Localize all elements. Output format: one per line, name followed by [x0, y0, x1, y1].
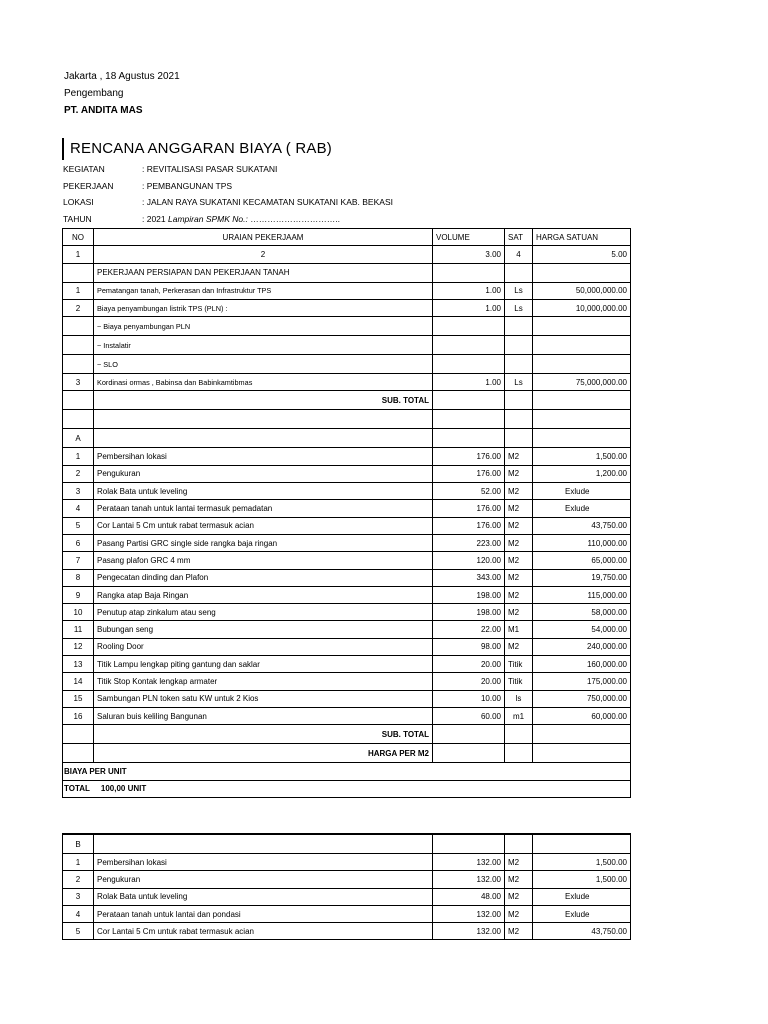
section-title-row	[63, 263, 631, 282]
cell-volume	[433, 355, 505, 374]
table-row	[63, 299, 631, 316]
colnum-uraian: 2	[94, 246, 433, 263]
cell-volume: 176.00	[433, 448, 505, 465]
cell-volume	[433, 317, 505, 336]
cell-sat: M2	[505, 500, 533, 517]
cell-harga: 65,000.00	[533, 552, 631, 569]
empty-cell	[63, 410, 94, 429]
cell-no: 4	[63, 500, 94, 517]
cell-uraian: Perataan tanah untuk lantai dan pondasi	[94, 905, 433, 922]
table-row	[63, 673, 631, 690]
cell-harga: Exlude	[533, 500, 631, 517]
meta-value: : JALAN RAYA SUKATANI KECAMATAN SUKATANI KAB. BEKASI	[142, 197, 393, 207]
cell-sat: Ls	[505, 299, 533, 316]
cell-harga: 240,000.00	[533, 638, 631, 655]
cell-no: 5	[63, 517, 94, 534]
cell-sat: M2	[505, 448, 533, 465]
cell-harga: Exlude	[533, 483, 631, 500]
cell-uraian: Sambungan PLN token satu KW untuk 2 Kios	[94, 690, 433, 707]
cell-volume: 120.00	[433, 552, 505, 569]
cell-volume: 60.00	[433, 707, 505, 724]
header-harga: HARGA SATUAN	[533, 229, 631, 246]
cell-no	[63, 391, 94, 410]
cell-volume: 198.00	[433, 604, 505, 621]
harga-per-m2-label: HARGA PER M2	[94, 744, 433, 763]
cell-volume: 1.00	[433, 299, 505, 316]
cell-sat: Titik	[505, 656, 533, 673]
cell-sat	[505, 355, 533, 374]
table-row	[63, 500, 631, 517]
cell-no	[63, 263, 94, 282]
harga-per-m2-row	[63, 744, 631, 763]
cell-no: 10	[63, 604, 94, 621]
cell-sat: M2	[505, 465, 533, 482]
meta-value: : PEMBANGUNAN TPS	[142, 181, 233, 191]
table-row	[63, 656, 631, 673]
cell-sat: M2	[505, 569, 533, 586]
cell-volume: 132.00	[433, 871, 505, 888]
cell-sat: M2	[505, 888, 533, 905]
cell-no: 2	[63, 465, 94, 482]
cell-harga: 175,000.00	[533, 673, 631, 690]
section-title: PEKERJAAN PERSIAPAN DAN PEKERJAAN TANAH	[94, 263, 433, 282]
cell-harga: 160,000.00	[533, 656, 631, 673]
cell-sat: Ls	[505, 282, 533, 299]
cell-sat	[505, 391, 533, 410]
empty-cell	[433, 410, 505, 429]
empty-cell	[433, 834, 505, 854]
cell-sat	[505, 317, 533, 336]
cell-harga: 75,000,000.00	[533, 374, 631, 391]
cell-uraian: Pembersihan lokasi	[94, 854, 433, 871]
header-volume: VOLUME	[433, 229, 505, 246]
cell-sat: M2	[505, 483, 533, 500]
cell-no	[63, 725, 94, 744]
meta-label: PEKERJAAN	[63, 181, 114, 191]
table-row	[63, 707, 631, 724]
cell-sat: ls	[505, 690, 533, 707]
spmk-label: Lampiran SPMK No.:	[168, 214, 248, 224]
cell-harga	[533, 391, 631, 410]
cell-no: 5	[63, 923, 94, 940]
table-row	[63, 465, 631, 482]
cell-harga: 58,000.00	[533, 604, 631, 621]
table-row	[63, 317, 631, 336]
cell-uraian: Pengukuran	[94, 871, 433, 888]
meta-label: KEGIATAN	[63, 164, 105, 174]
cell-sat: M2	[505, 905, 533, 922]
section-label-row	[63, 834, 631, 854]
cell-volume: 20.00	[433, 656, 505, 673]
cell-volume: 20.00	[433, 673, 505, 690]
cell-no: 12	[63, 638, 94, 655]
place-date: Jakarta , 18 Agustus 2021	[64, 71, 180, 82]
cell-uraian: Rangka atap Baja Ringan	[94, 586, 433, 603]
empty-cell	[433, 429, 505, 448]
cell-no: 4	[63, 905, 94, 922]
cell-volume: 176.00	[433, 465, 505, 482]
header-no: NO	[63, 229, 94, 246]
document-title: RENCANA ANGGARAN BIAYA ( RAB)	[70, 140, 332, 157]
cell-uraian: Pembersihan lokasi	[94, 448, 433, 465]
empty-cell	[505, 429, 533, 448]
cell-uraian: Kordinasi ormas , Babinsa dan Babinkamtibmas	[94, 374, 433, 391]
empty-cell	[533, 429, 631, 448]
section-label-row	[63, 429, 631, 448]
cell-no: 2	[63, 299, 94, 316]
cell-uraian: Pengecatan dinding dan Plafon	[94, 569, 433, 586]
cell-harga	[533, 744, 631, 763]
cell-volume: 132.00	[433, 923, 505, 940]
cell-no: 1	[63, 448, 94, 465]
cell-no: 8	[63, 569, 94, 586]
table-row	[63, 534, 631, 551]
table-row	[63, 621, 631, 638]
cell-volume: 176.00	[433, 517, 505, 534]
cell-harga	[533, 317, 631, 336]
cell-no: 2	[63, 871, 94, 888]
cell-harga: 1,200.00	[533, 465, 631, 482]
cell-sat: M2	[505, 923, 533, 940]
cell-no: 13	[63, 656, 94, 673]
cell-volume	[433, 336, 505, 355]
cell-harga: Exlude	[533, 888, 631, 905]
cell-volume: 343.00	[433, 569, 505, 586]
title-bar	[62, 138, 634, 160]
meta-value: : REVITALISASI PASAR SUKATANI	[142, 164, 278, 174]
cell-harga: 43,750.00	[533, 517, 631, 534]
total-row	[63, 780, 631, 797]
cell-uraian: Cor Lantai 5 Cm untuk rabat termasuk acian	[94, 517, 433, 534]
column-number-row	[63, 246, 631, 263]
cell-sat: M2	[505, 638, 533, 655]
cell-sat: M2	[505, 517, 533, 534]
table-row	[63, 905, 631, 922]
cell-uraian: Titik Stop Kontak lengkap armater	[94, 673, 433, 690]
cell-volume: 52.00	[433, 483, 505, 500]
header-sat: SAT	[505, 229, 533, 246]
cell-uraian: Pengukuran	[94, 465, 433, 482]
section-label: A	[63, 429, 94, 448]
table-row	[63, 336, 631, 355]
cell-sat	[505, 744, 533, 763]
biaya-per-unit-row	[63, 763, 631, 780]
biaya-per-unit-label: BIAYA PER UNIT	[63, 763, 631, 780]
table-row	[63, 448, 631, 465]
cell-sat	[505, 725, 533, 744]
empty-cell	[505, 410, 533, 429]
cell-harga	[533, 336, 631, 355]
empty-cell	[94, 834, 433, 854]
empty-cell	[505, 834, 533, 854]
table-row	[63, 483, 631, 500]
empty-cell	[94, 410, 433, 429]
rab-table-main	[62, 228, 631, 798]
cell-no: 16	[63, 707, 94, 724]
cell-harga: 54,000.00	[533, 621, 631, 638]
cell-no: 3	[63, 374, 94, 391]
cell-no: 7	[63, 552, 94, 569]
colnum-volume: 3.00	[433, 246, 505, 263]
table-row	[63, 888, 631, 905]
cell-uraian: Pasang Partisi GRC single side rangka baja ringan	[94, 534, 433, 551]
cell-no: 11	[63, 621, 94, 638]
spacer-row	[63, 410, 631, 429]
meta-label: LOKASI	[63, 197, 94, 207]
cell-harga: 60,000.00	[533, 707, 631, 724]
cell-harga: 19,750.00	[533, 569, 631, 586]
cell-harga	[533, 355, 631, 374]
cell-harga: 110,000.00	[533, 534, 631, 551]
cell-no	[63, 317, 94, 336]
cell-volume: 132.00	[433, 905, 505, 922]
cell-volume	[433, 391, 505, 410]
header-uraian: URAIAN PEKERJAAM	[94, 229, 433, 246]
table-row	[63, 604, 631, 621]
cell-volume: 132.00	[433, 854, 505, 871]
empty-cell	[94, 429, 433, 448]
cell-sat: M2	[505, 854, 533, 871]
cell-uraian: ~ SLO	[94, 355, 433, 374]
cell-harga: 10,000,000.00	[533, 299, 631, 316]
cell-volume: 176.00	[433, 500, 505, 517]
subtotal-row	[63, 391, 631, 410]
empty-cell	[533, 410, 631, 429]
cell-harga: 1,500.00	[533, 854, 631, 871]
cell-sat: M1	[505, 621, 533, 638]
cell-volume: 48.00	[433, 888, 505, 905]
meta-value	[142, 214, 340, 225]
table-row	[63, 690, 631, 707]
cell-uraian: Rooling Door	[94, 638, 433, 655]
cell-harga: 1,500.00	[533, 448, 631, 465]
table-header-row	[63, 229, 631, 246]
cell-uraian: Cor Lantai 5 Cm untuk rabat termasuk acian	[94, 923, 433, 940]
colnum-harga: 5.00	[533, 246, 631, 263]
cell-no	[63, 744, 94, 763]
role-label: Pengembang	[64, 88, 124, 99]
meta-label: TAHUN	[63, 214, 92, 224]
cell-no	[63, 355, 94, 374]
section-label: B	[63, 834, 94, 854]
cell-uraian: Bubungan seng	[94, 621, 433, 638]
cell-harga: 750,000.00	[533, 690, 631, 707]
table-row	[63, 552, 631, 569]
cell-uraian: Biaya penyambungan listrik TPS (PLN) :	[94, 299, 433, 316]
table-row	[63, 638, 631, 655]
cell-no	[63, 336, 94, 355]
cell-uraian: Titik Lampu lengkap piting gantung dan saklar	[94, 656, 433, 673]
cell-no: 3	[63, 483, 94, 500]
cell-no: 6	[63, 534, 94, 551]
table-row	[63, 586, 631, 603]
cell-no: 9	[63, 586, 94, 603]
cell-harga	[533, 263, 631, 282]
cell-sat: M2	[505, 586, 533, 603]
total-label: TOTAL 100,00 UNIT	[63, 780, 631, 797]
cell-uraian: ~ Instalatir	[94, 336, 433, 355]
cell-no: 1	[63, 854, 94, 871]
cell-volume: 22.00	[433, 621, 505, 638]
subtotal-label: SUB. TOTAL	[94, 391, 433, 410]
cell-volume	[433, 744, 505, 763]
table-row	[63, 854, 631, 871]
subtotal-label: SUB. TOTAL	[94, 725, 433, 744]
cell-volume: 1.00	[433, 374, 505, 391]
cell-volume: 10.00	[433, 690, 505, 707]
cell-uraian: Rolak Bata untuk leveling	[94, 888, 433, 905]
cell-harga	[533, 725, 631, 744]
subtotal-row	[63, 725, 631, 744]
table-row	[63, 282, 631, 299]
tahun-year: : 2021	[142, 214, 166, 224]
cell-no: 1	[63, 282, 94, 299]
empty-cell	[533, 834, 631, 854]
cell-harga: 43,750.00	[533, 923, 631, 940]
cell-sat: M2	[505, 552, 533, 569]
spmk-dots: …………………………..	[250, 214, 340, 224]
colnum-sat: 4	[505, 246, 533, 263]
rab-table-b	[62, 833, 631, 940]
cell-no: 15	[63, 690, 94, 707]
table-row	[63, 923, 631, 940]
cell-sat: Titik	[505, 673, 533, 690]
cell-volume	[433, 725, 505, 744]
cell-sat	[505, 336, 533, 355]
cell-harga: 115,000.00	[533, 586, 631, 603]
cell-sat: m1	[505, 707, 533, 724]
cell-harga: 50,000,000.00	[533, 282, 631, 299]
cell-volume: 1.00	[433, 282, 505, 299]
cell-no: 3	[63, 888, 94, 905]
table-row	[63, 355, 631, 374]
cell-volume	[433, 263, 505, 282]
table-row	[63, 374, 631, 391]
cell-sat: Ls	[505, 374, 533, 391]
colnum-no: 1	[63, 246, 94, 263]
cell-uraian: ~ Biaya penyambungan PLN	[94, 317, 433, 336]
cell-volume: 98.00	[433, 638, 505, 655]
cell-sat: M2	[505, 604, 533, 621]
cell-uraian: Rolak Bata untuk leveling	[94, 483, 433, 500]
cell-harga: Exlude	[533, 905, 631, 922]
company-name: PT. ANDITA MAS	[64, 105, 143, 116]
cell-volume: 198.00	[433, 586, 505, 603]
cell-sat: M2	[505, 534, 533, 551]
cell-sat: M2	[505, 871, 533, 888]
cell-no: 14	[63, 673, 94, 690]
cell-uraian: Saluran buis keliling Bangunan	[94, 707, 433, 724]
cell-uraian: Perataan tanah untuk lantai termasuk pemadatan	[94, 500, 433, 517]
cell-uraian: Pematangan tanah, Perkerasan dan Infrastruktur TPS	[94, 282, 433, 299]
cell-uraian: Penutup atap zinkalum atau seng	[94, 604, 433, 621]
table-row	[63, 517, 631, 534]
table-row	[63, 871, 631, 888]
cell-harga: 1,500.00	[533, 871, 631, 888]
cell-uraian: Pasang plafon GRC 4 mm	[94, 552, 433, 569]
cell-sat	[505, 263, 533, 282]
table-row	[63, 569, 631, 586]
cell-volume: 223.00	[433, 534, 505, 551]
